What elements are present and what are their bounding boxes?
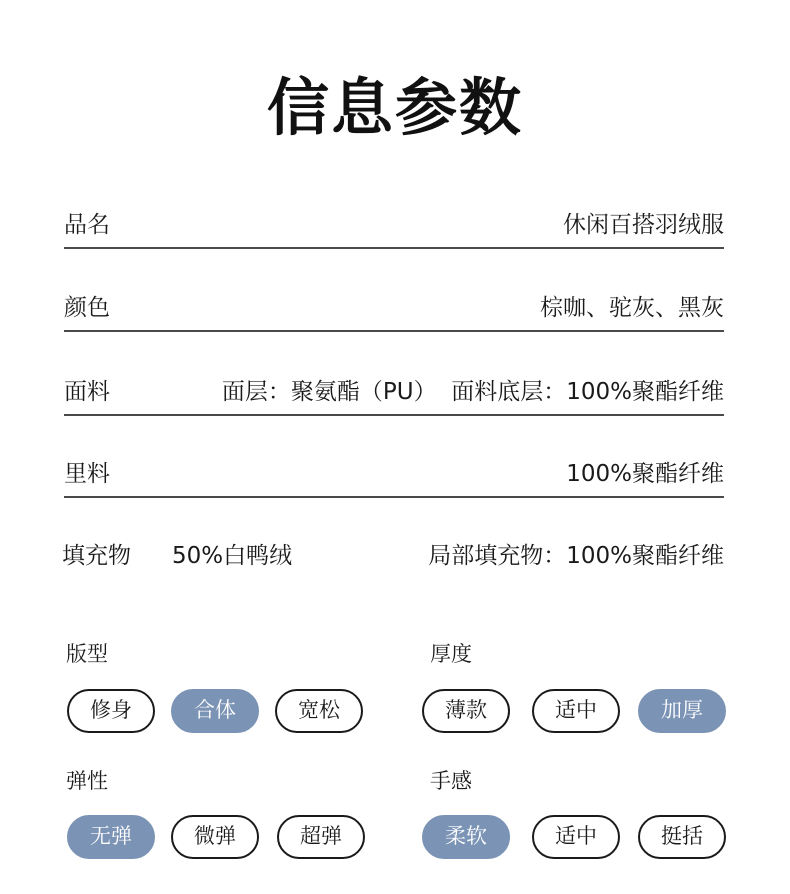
row-mid-value: 50%白鸭绒 <box>172 543 293 569</box>
param-row-name <box>64 207 724 249</box>
row-label: 面料 <box>64 379 110 405</box>
option-thickness-medium[interactable]: 适中 <box>532 689 620 733</box>
group-label-feel: 手感 <box>430 769 472 793</box>
param-row-fabric <box>64 374 724 416</box>
row-value: 棕咖、驼灰、黑灰 <box>540 295 724 321</box>
option-elasticity-slight[interactable]: 微弹 <box>171 815 259 859</box>
row-value: 局部填充物：100%聚酯纤维 <box>428 543 724 569</box>
group-label-elasticity: 弹性 <box>66 769 108 793</box>
param-row-color <box>64 290 724 332</box>
option-feel-medium[interactable]: 适中 <box>532 815 620 859</box>
option-thickness-thin[interactable]: 薄款 <box>422 689 510 733</box>
group-label-fit: 版型 <box>66 642 108 666</box>
option-fit-loose[interactable]: 宽松 <box>275 689 363 733</box>
option-fit-slim[interactable]: 修身 <box>67 689 155 733</box>
option-fit-regular[interactable]: 合体 <box>171 689 259 733</box>
option-elasticity-none[interactable]: 无弹 <box>67 815 155 859</box>
row-value: 面层：聚氨酯（PU） 面料底层：100%聚酯纤维 <box>221 379 724 405</box>
option-thickness-thick[interactable]: 加厚 <box>638 689 726 733</box>
option-feel-stiff[interactable]: 挺括 <box>638 815 726 859</box>
row-label: 颜色 <box>64 295 110 321</box>
page-title: 信息参数 <box>266 71 523 144</box>
option-elasticity-high[interactable]: 超弹 <box>277 815 365 859</box>
param-row-lining <box>64 456 724 498</box>
option-feel-soft[interactable]: 柔软 <box>422 815 510 859</box>
row-value: 100%聚酯纤维 <box>566 461 724 487</box>
row-value: 休闲百搭羽绒服 <box>563 212 724 238</box>
group-label-thickness: 厚度 <box>430 642 472 666</box>
param-row-filling <box>64 538 724 578</box>
row-label: 填充物 <box>62 543 131 569</box>
row-label: 里料 <box>64 461 110 487</box>
row-label: 品名 <box>64 212 110 238</box>
